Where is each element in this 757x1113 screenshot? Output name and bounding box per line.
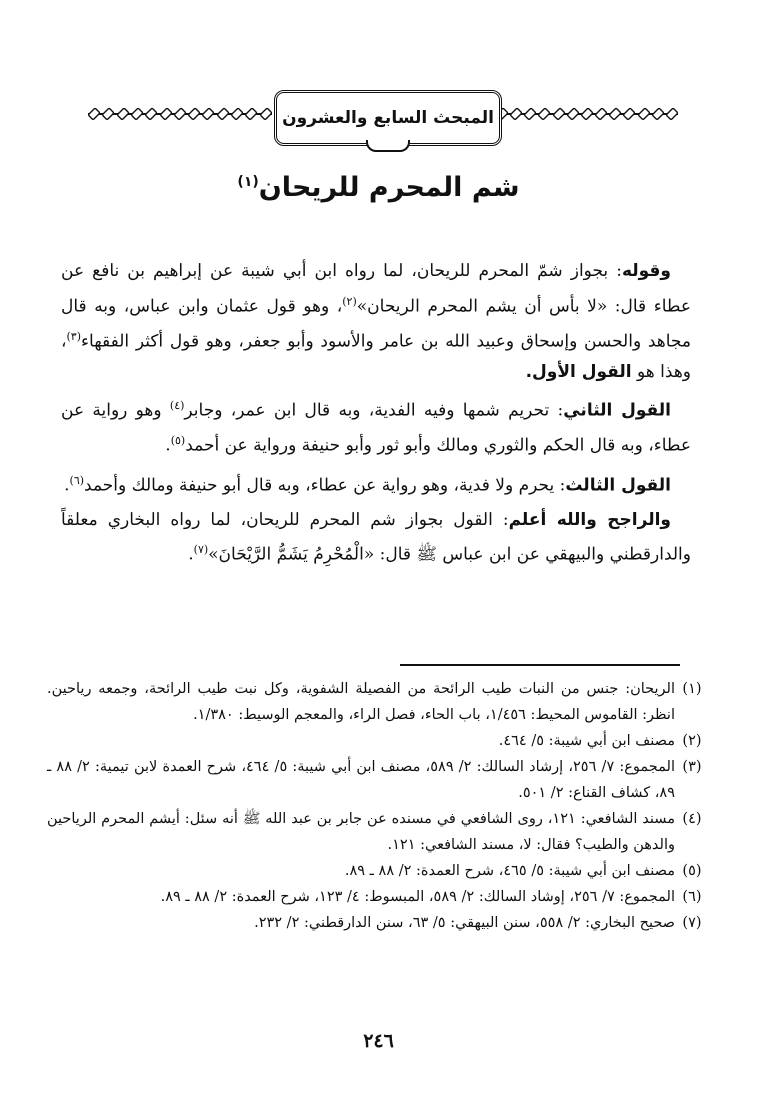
p1-text-a: : بجواز شمّ المحرم للريحان، لما رواه ابن أبي شيبة عن إبراهيم بن نافع عن عطاء قال: «لا بأس أن يشم المحرم الريحان»	[61, 261, 691, 317]
paragraph-2	[61, 391, 691, 461]
title-footnote-ref: (١)	[237, 174, 259, 190]
p1-text-c: ، وهذا هو	[61, 331, 691, 382]
p2-text-a: : تحريم شمها وفيه الفدية، وبه قال ابن عمر، وجابر	[184, 400, 564, 421]
footnote-number: (١)	[682, 681, 702, 697]
p4-lead: والراجح والله أعلم	[508, 509, 671, 530]
footnote-number: (٢)	[682, 733, 702, 749]
footnote-number: (٦)	[682, 889, 702, 905]
p1-bold-end: القول الأول.	[525, 361, 632, 382]
page-title-text: شم المحرم للريحان	[258, 172, 520, 203]
section-header-frame	[274, 90, 502, 146]
p4-text-b: .	[188, 544, 194, 565]
p3-text-b: .	[64, 475, 70, 496]
footnote-item	[47, 806, 709, 858]
section-title: المبحث السابع والعشرون	[282, 108, 494, 128]
footnotes	[47, 676, 709, 936]
page-number: ٢٤٦	[363, 1030, 394, 1052]
p3-lead: القول الثالث	[565, 475, 671, 496]
footnote-item	[47, 910, 709, 936]
footnote-divider	[400, 664, 680, 666]
paragraph-4	[61, 505, 691, 571]
footnote-text: مسند الشافعي: ١٢١، روى الشافعي في مسنده عن جابر بن عبد الله ﷺ أنه سئل: أيشم المحرم الرياحين والدهن والطيب؟ فقال: لا، مسند الشافعي: ١٢١.	[47, 811, 675, 853]
footnote-item	[47, 754, 709, 806]
paragraph-3	[61, 466, 691, 501]
footnote-ref-4: (٤)	[169, 399, 185, 413]
p2-text-b: وهو رواية عن عطاء، وبه قال الحكم والثوري ومالك وأبو ثور وأبو حنيفة ورواية عن أحمد	[61, 400, 691, 457]
footnote-ref-3: (٣)	[66, 329, 82, 343]
p1-text-b: ، وهو قول عثمان وابن عباس، وبه قال مجاهد والحسن وإسحاق وعبيد الله بن عامر والأسود وأبو جعفر، وهو قول أكثر الفقهاء	[61, 296, 691, 352]
footnote-text: صحيح البخاري: ٢/ ٥٥٨، سنن البيهقي: ٥/ ٦٣، سنن الدارقطني: ٢/ ٢٣٢.	[254, 915, 675, 931]
footnote-ref-7: (٧)	[193, 543, 209, 557]
footnote-text: المجموع: ٧/ ٢٥٦، إوشاد السالك: ٢/ ٥٨٩، المبسوط: ٤/ ١٢٣، شرح العمدة: ٢/ ٨٨ ـ ٨٩.	[160, 889, 675, 905]
footnote-ref-2: (٢)	[342, 294, 357, 308]
footnote-ref-5: (٥)	[170, 434, 186, 448]
header-ornament-left	[88, 106, 272, 122]
p3-text-a: : يحرم ولا فدية، وهو رواية عن عطاء، وبه قال أبو حنيفة ومالك وأحمد	[84, 475, 566, 496]
p2-lead: القول الثاني	[563, 400, 672, 421]
footnote-number: (٤)	[682, 811, 702, 827]
paragraph-1	[61, 256, 691, 387]
footnote-item	[47, 884, 709, 910]
page-title	[0, 172, 757, 203]
footnote-number: (٥)	[682, 863, 702, 879]
footnote-ref-6: (٦)	[69, 473, 85, 487]
footnote-item	[47, 858, 709, 884]
footnote-text: الريحان: جنس من النبات طيب الرائحة من الفصيلة الشفوية، وكل نبت طيب الرائحة، وجمعه رياحين. انظر: القاموس المحيط: ١/٤٥٦، باب الحاء، فصل الراء، والمعجم الوسيط: ١/٣٨٠.	[47, 681, 675, 723]
footnote-number: (٧)	[682, 915, 702, 931]
footnote-text: مصنف ابن أبي شيبة: ٥/ ٤٦٤.	[498, 733, 675, 749]
footnote-item	[47, 728, 709, 754]
header-ornament-right	[496, 106, 678, 122]
footnote-item	[47, 676, 709, 728]
footnote-text: مصنف ابن أبي شيبة: ٥/ ٤٦٥، شرح العمدة: ٢/ ٨٨ ـ ٨٩.	[344, 863, 675, 879]
header-frame-tab	[366, 140, 410, 152]
p4-text-a: : القول بجواز شم المحرم للريحان، لما رواه البخاري معلقاً والدارقطني والبيهقي عن ابن عباس ﷺ قال: «الْمُحْرِمُ يَشَمُّ الرَّيْحَانَ»	[61, 509, 691, 565]
footnote-text: المجموع: ٧/ ٢٥٦، إرشاد السالك: ٢/ ٥٨٩، مصنف ابن أبي شيبة: ٥/ ٤٦٤، شرح العمدة لابن تيمية: ٢/ ٨٨ ـ ٨٩، كشاف القناع: ٢/ ٥٠١.	[47, 759, 675, 801]
p2-text-c: .	[165, 436, 171, 457]
body-text	[61, 256, 691, 570]
footnote-number: (٣)	[682, 759, 702, 775]
p1-lead: وقوله	[621, 261, 671, 281]
